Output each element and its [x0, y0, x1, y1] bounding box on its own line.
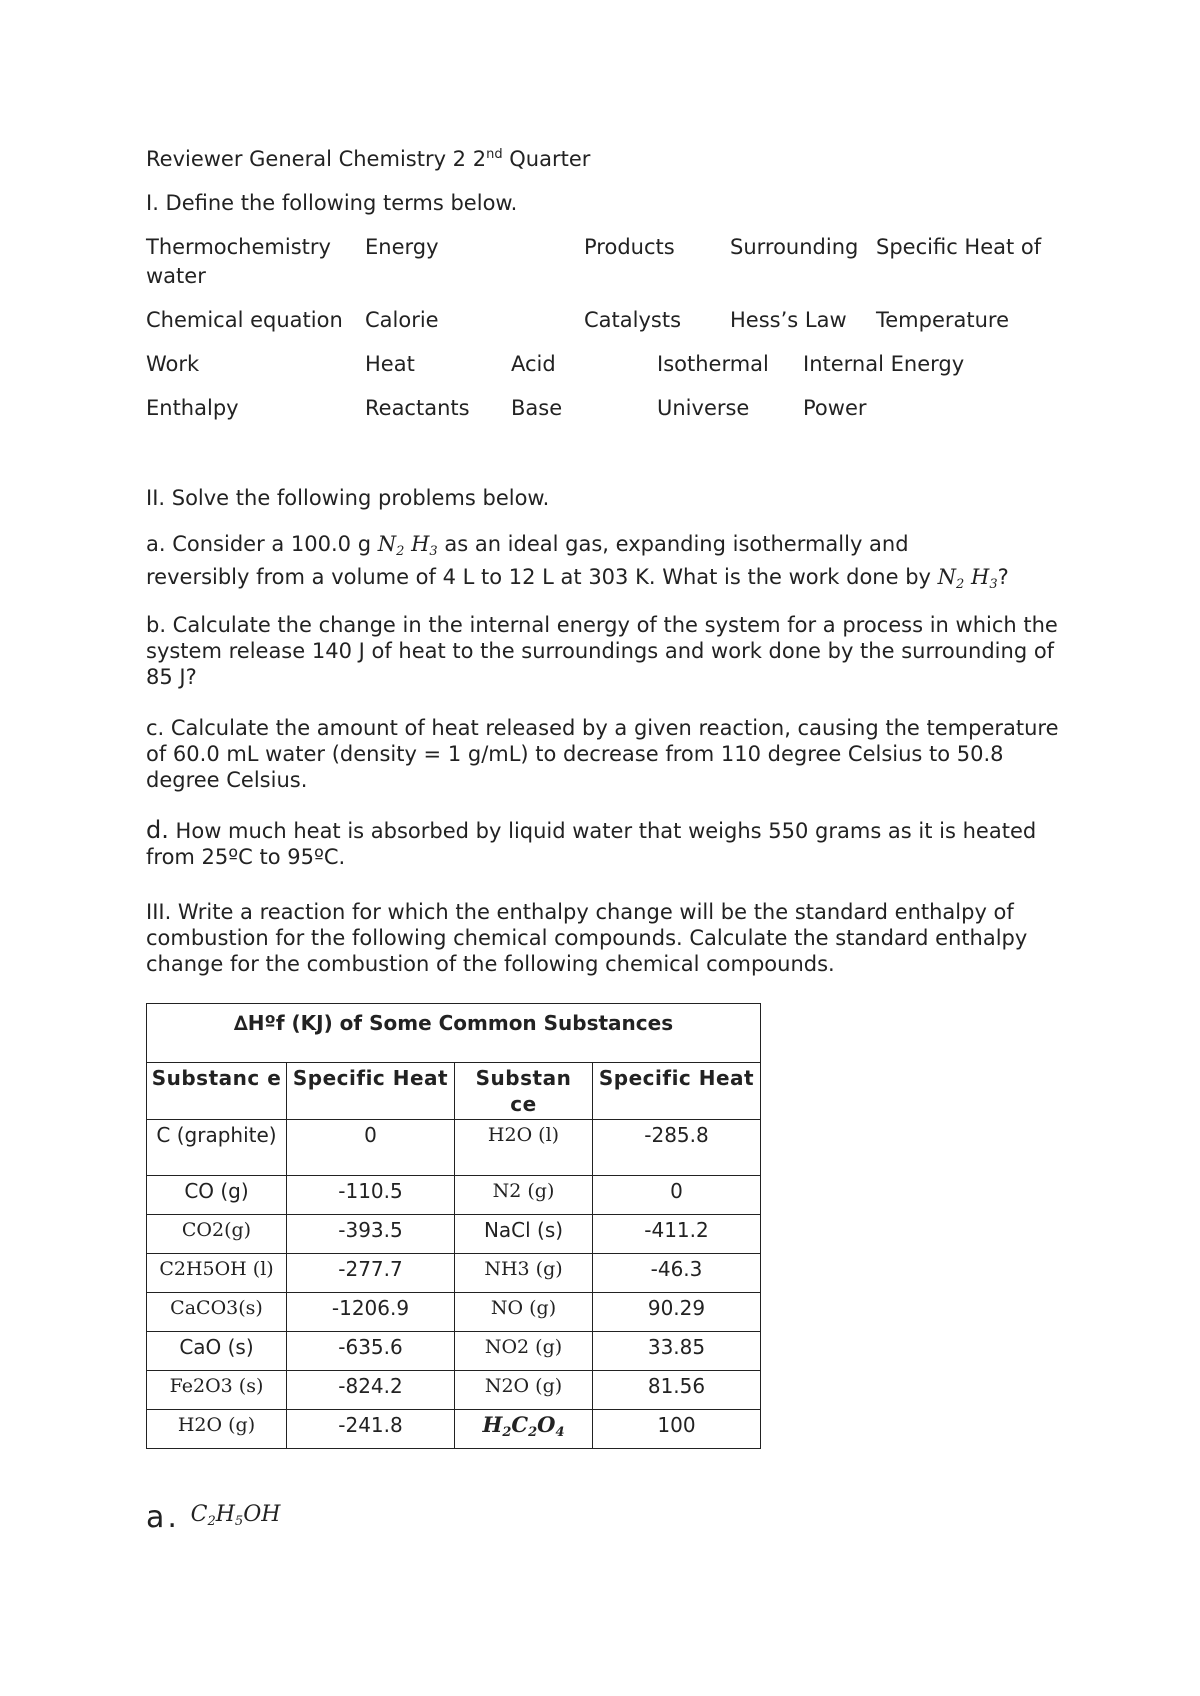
term: Products [584, 235, 675, 259]
problem-d: d. How much heat is absorbed by liquid water that weighs 550 grams as it is heated from 25ºC to 95ºC. [146, 816, 1037, 869]
cell: H2O (l) [455, 1120, 593, 1176]
term: Temperature [876, 308, 1010, 332]
cell: 100 [593, 1410, 761, 1449]
cell: 81.56 [593, 1371, 761, 1410]
formula-n2h3: $N_2$ $H_3$ [937, 565, 998, 592]
table-row [147, 1120, 761, 1176]
cell: 0 [593, 1176, 761, 1215]
answer-a [146, 1500, 280, 1535]
formula-c2h5oh: $C_2H_5OH$ [190, 1502, 281, 1529]
problem-a-line2: reversibly from a volume of 4 L to 12 L at 303 K. What is the work done by $N_2$ $H_3$? [146, 565, 1009, 592]
column-header: Substan ce [455, 1063, 593, 1120]
column-header: Substanc e [147, 1063, 287, 1120]
enthalpy-table [146, 1003, 761, 1449]
page-title: Reviewer General Chemistry 2 2nd Quarter [146, 147, 591, 171]
table-row [147, 1332, 761, 1371]
cell: Fe2O3 (s) [147, 1371, 287, 1410]
cell: -285.8 [593, 1120, 761, 1176]
cell: CO (g) [147, 1176, 287, 1215]
term: Reactants [365, 396, 470, 420]
table-row [147, 1254, 761, 1293]
term: Catalysts [584, 308, 682, 332]
cell: H2O (g) [147, 1410, 287, 1449]
cell [455, 1410, 593, 1449]
cell: -824.2 [287, 1371, 455, 1410]
term: Hess’s Law [730, 308, 847, 332]
answer-a-label: a. [146, 1500, 180, 1535]
table-row [147, 1176, 761, 1215]
term: Work [146, 352, 200, 376]
cell: N2O (g) [455, 1371, 593, 1410]
term: Acid [511, 352, 556, 376]
table-row [147, 1371, 761, 1410]
section-2-heading: II. Solve the following problems below. [146, 486, 550, 510]
cell: 33.85 [593, 1332, 761, 1371]
problem-c: c. Calculate the amount of heat released by a given reaction, causing the temperature of 60.0 mL water (density = 1 g/mL) to decrease from 110 degree Celsius to 50.8 degree Celsius. [146, 716, 1059, 792]
term: Internal Energy [803, 352, 965, 376]
table-caption: ∆Hºf (KJ) of Some Common Substances [147, 1004, 761, 1063]
problem-a-line1: a. Consider a 100.0 g $N_2$ $H_3$ as an ideal gas, expanding isothermally and [146, 532, 909, 559]
term: Calorie [365, 308, 439, 332]
term: Chemical equation [146, 308, 343, 332]
term: Universe [657, 396, 750, 420]
cell: 0 [287, 1120, 455, 1176]
problem-b: b. Calculate the change in the internal energy of the system for a process in which the system release 140 J of heat to the surroundings and work done by the surrounding of 85 J? [146, 613, 1058, 689]
term: Base [511, 396, 563, 420]
term: Heat [365, 352, 415, 376]
term: Surrounding [730, 235, 859, 259]
cell: NaCl (s) [455, 1215, 593, 1254]
cell: -241.8 [287, 1410, 455, 1449]
cell: CO2(g) [147, 1215, 287, 1254]
cell: NO2 (g) [455, 1332, 593, 1371]
cell: -411.2 [593, 1215, 761, 1254]
term: Thermochemistry [146, 235, 331, 259]
term: Specific Heat of [876, 235, 1042, 259]
term: Enthalpy [146, 396, 239, 420]
cell: NO (g) [455, 1293, 593, 1332]
cell: 90.29 [593, 1293, 761, 1332]
term: Energy [365, 235, 439, 259]
table-row [147, 1410, 761, 1449]
column-header: Specific Heat [287, 1063, 455, 1120]
cell: CaO (s) [147, 1332, 287, 1371]
term: Isothermal [657, 352, 769, 376]
table-row [147, 1215, 761, 1254]
term: Power [803, 396, 867, 420]
cell: -46.3 [593, 1254, 761, 1293]
cell: N2 (g) [455, 1176, 593, 1215]
table-row [147, 1293, 761, 1332]
section-1-heading: I. Define the following terms below. [146, 191, 518, 215]
cell: -1206.9 [287, 1293, 455, 1332]
cell: -277.7 [287, 1254, 455, 1293]
section-3-heading: III. Write a reaction for which the enthalpy change will be the standard enthalpy of combustion for the following chemical compounds. Calculate the standard enthalpy change for the combustion of the following chemical compounds. [146, 900, 1028, 976]
formula-h2c2o4: $H_2C_2O_4$ [482, 1412, 565, 1440]
cell: -110.5 [287, 1176, 455, 1215]
cell: C (graphite) [147, 1120, 287, 1176]
cell: -393.5 [287, 1215, 455, 1254]
term: water [146, 264, 206, 288]
cell: CaCO3(s) [147, 1293, 287, 1332]
cell: C2H5OH (l) [147, 1254, 287, 1293]
formula-n2h3: $N_2$ $H_3$ [377, 532, 438, 559]
column-header: Specific Heat [593, 1063, 761, 1120]
table-header-row [147, 1063, 761, 1120]
cell: NH3 (g) [455, 1254, 593, 1293]
cell: -635.6 [287, 1332, 455, 1371]
